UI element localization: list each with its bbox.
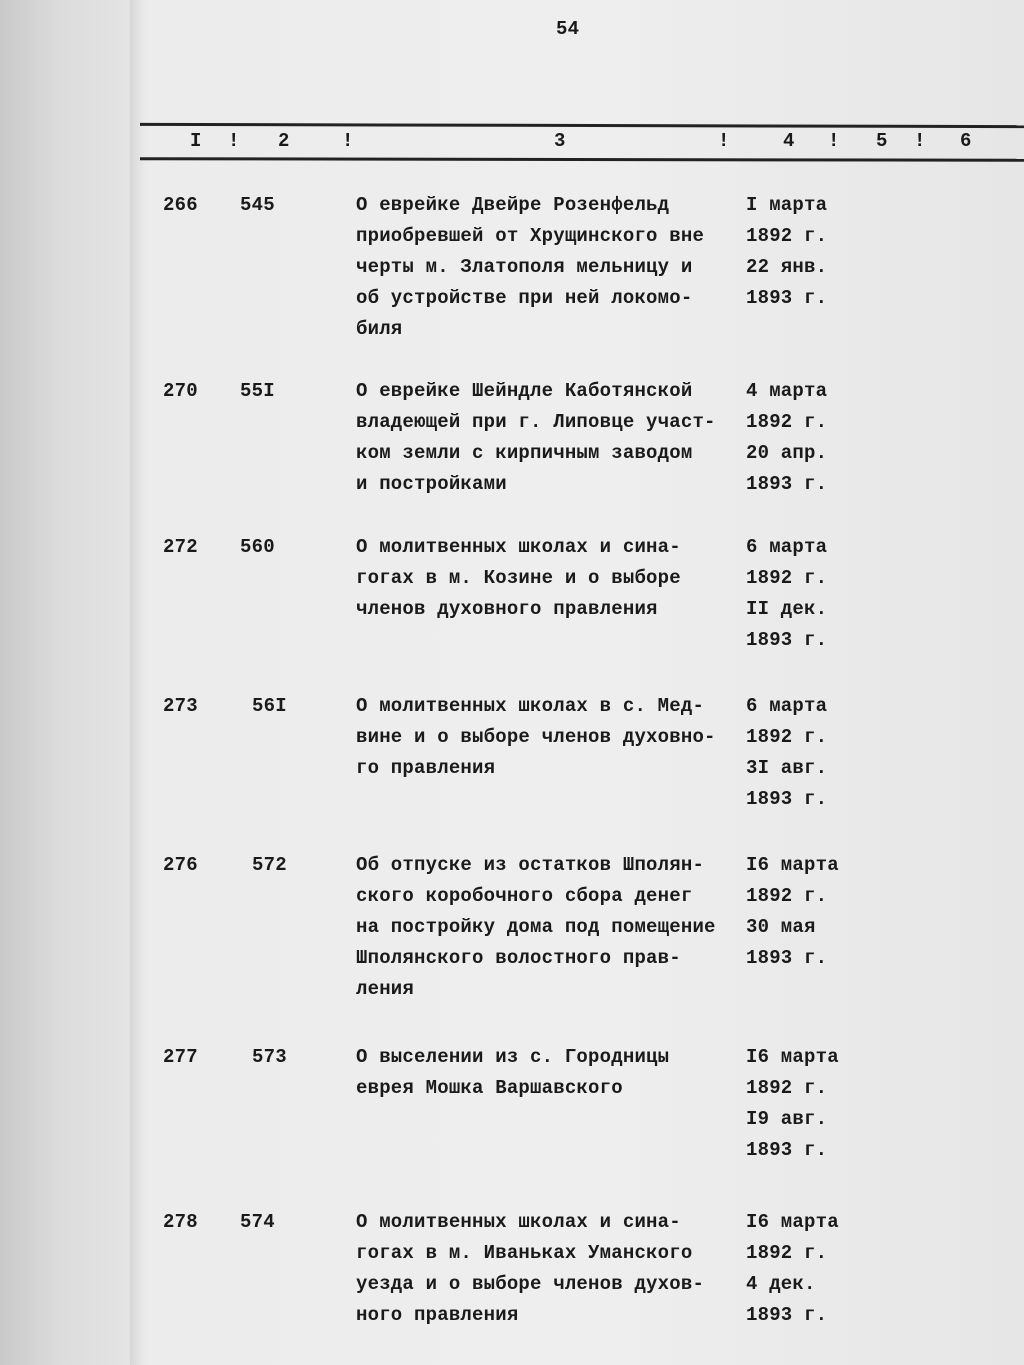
description-line: О молитвенных школах и сина- [356, 536, 681, 558]
col-separator: ! [828, 130, 840, 152]
description-line: биля [356, 318, 403, 340]
date-line: 1892 г. [746, 567, 828, 589]
date-line: 1892 г. [746, 1242, 828, 1264]
page-fold-shadow [130, 0, 144, 1365]
description-line: О еврейке Двейре Розенфельд [356, 194, 670, 216]
description-line: Шполянского волостного прав- [356, 947, 681, 969]
record-number: 276 [163, 854, 198, 876]
date-line: 4 дек. [746, 1273, 816, 1295]
record-number: 278 [163, 1211, 198, 1233]
description-line: О молитвенных школах и сина- [356, 1211, 681, 1233]
description-line: гогах в м. Иваньках Уманского [356, 1242, 693, 1264]
col-separator: ! [342, 130, 354, 152]
date-line: I9 авг. [746, 1108, 828, 1130]
date-line: 1893 г. [746, 287, 828, 309]
description-line: О еврейке Шейндле Каботянской [356, 380, 693, 402]
col-separator: ! [914, 130, 926, 152]
description-line: гогах в м. Козине и о выборе [356, 567, 681, 589]
date-line: I6 марта [746, 1211, 839, 1233]
date-line: II дек. [746, 598, 828, 620]
file-number: 545 [240, 194, 275, 216]
col-header-3: 3 [554, 130, 566, 152]
col-header-1: I [190, 130, 202, 152]
date-line: 1892 г. [746, 726, 828, 748]
date-line: 1893 г. [746, 947, 828, 969]
description-line: уезда и о выборе членов духов- [356, 1273, 705, 1295]
file-number: 574 [240, 1211, 275, 1233]
date-line: 1893 г. [746, 629, 828, 651]
record-number: 277 [163, 1046, 198, 1068]
date-line: 30 мая [746, 916, 816, 938]
col-header-2: 2 [278, 130, 290, 152]
date-line: I6 марта [746, 854, 839, 876]
description-line: ком земли с кирпичным заводом [356, 442, 693, 464]
file-number: 56I [252, 695, 287, 717]
description-line: О выселении из с. Городницы [356, 1046, 670, 1068]
header-top-rule [140, 123, 1024, 128]
record-number: 272 [163, 536, 198, 558]
date-line: 1892 г. [746, 411, 828, 433]
description-line: вине и о выборе членов духовно- [356, 726, 716, 748]
record-number: 273 [163, 695, 198, 717]
col-separator: ! [228, 130, 240, 152]
record-number: 266 [163, 194, 198, 216]
description-line: черты м. Златополя мельницу и [356, 256, 693, 278]
date-line: 20 апр. [746, 442, 828, 464]
description-line: членов духовного правления [356, 598, 658, 620]
page-number: 54 [556, 18, 580, 40]
description-line: ного правления [356, 1304, 519, 1326]
date-line: I марта [746, 194, 828, 216]
date-line: 1893 г. [746, 1304, 828, 1326]
date-line: 22 янв. [746, 256, 828, 278]
file-number: 573 [252, 1046, 287, 1068]
description-line: ского коробочного сбора денег [356, 885, 693, 907]
file-number: 572 [252, 854, 287, 876]
description-line: и постройками [356, 473, 507, 495]
date-line: 1893 г. [746, 788, 828, 810]
date-line: 4 марта [746, 380, 828, 402]
date-line: I6 марта [746, 1046, 839, 1068]
description-line: ления [356, 978, 415, 1000]
date-line: 3I авг. [746, 757, 828, 779]
description-line: приобревшей от Хрущинского вне [356, 225, 705, 247]
description-line: еврея Мошка Варшавского [356, 1077, 623, 1099]
date-line: 1892 г. [746, 225, 828, 247]
date-line: 1893 г. [746, 473, 828, 495]
description-line: О молитвенных школах в с. Мед- [356, 695, 705, 717]
date-line: 1893 г. [746, 1139, 828, 1161]
file-number: 55I [240, 380, 275, 402]
date-line: 6 марта [746, 695, 828, 717]
col-header-5: 5 [876, 130, 888, 152]
description-line: Об отпуске из остатков Шполян- [356, 854, 705, 876]
record-number: 270 [163, 380, 198, 402]
date-line: 1892 г. [746, 1077, 828, 1099]
file-number: 560 [240, 536, 275, 558]
col-header-4: 4 [783, 130, 795, 152]
date-line: 6 марта [746, 536, 828, 558]
col-header-6: 6 [960, 130, 972, 152]
description-line: на постройку дома под помещение [356, 916, 716, 938]
description-line: го правления [356, 757, 496, 779]
description-line: об устройстве при ней локомо- [356, 287, 693, 309]
date-line: 1892 г. [746, 885, 828, 907]
header-bottom-rule [140, 157, 1024, 162]
description-line: владеющей при г. Липовце участ- [356, 411, 716, 433]
col-separator: ! [718, 130, 730, 152]
